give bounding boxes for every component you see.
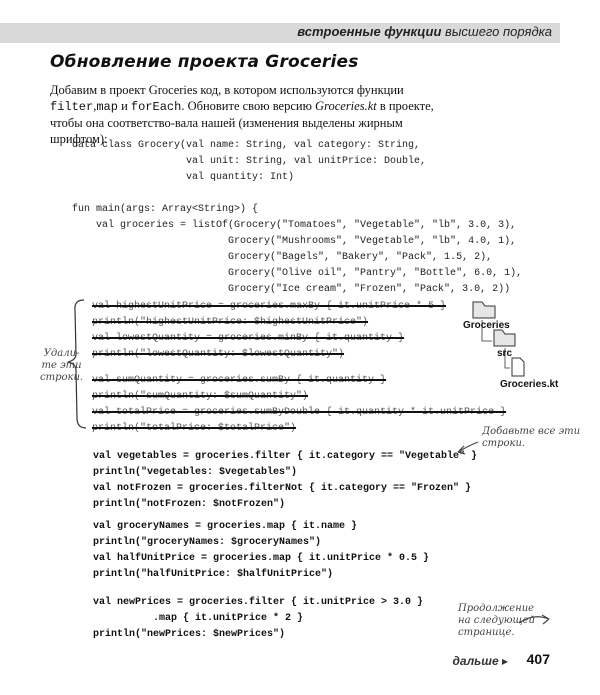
deleted-line: println("sumQuantity: $sumQuantity") <box>92 391 309 402</box>
deleted-line: val highestUnitPrice = groceries.maxBy { it.unitPrice * 5 } <box>92 301 447 312</box>
code-line <box>72 186 522 202</box>
tree-root-label: Groceries <box>463 320 510 331</box>
added-line: println("newPrices: $newPrices") <box>93 629 286 640</box>
code-line: data class Grocery(val name: String, val category: String, <box>72 140 421 151</box>
added-line: val vegetables = groceries.filter { it.category == "Vegetable" } <box>93 451 478 462</box>
code-line: Grocery("Ice cream", "Frozen", "Pack", 3.0, 2)) <box>72 284 511 295</box>
added-line: val newPrices = groceries.filter { it.unitPrice > 3.0 } <box>93 597 424 608</box>
add-note: Добавьте все эти строки. <box>482 426 581 449</box>
continue-arrow <box>515 611 555 631</box>
add-arrow <box>452 436 482 460</box>
added-line: val groceryNames = groceries.map { it.name } <box>93 521 358 532</box>
code-line: Grocery("Mushrooms", "Vegetable", "lb", 4.0, 1), <box>72 236 517 247</box>
intro-paragraph: Добавим в проект Groceries код, в котором используются функции filter,map и forEach. Обновите свою версию Groceries.kt в проекте, чтобы она соответство-вала нашей (изменения выделены жирным шрифтом): <box>50 83 434 146</box>
code-line: Grocery("Olive oil", "Pantry", "Bottle", 6.0, 1), <box>72 268 523 279</box>
added-line: val halfUnitPrice = groceries.map { it.unitPrice * 0.5 } <box>93 553 430 564</box>
deleted-line: val totalPrice = groceries.sumByDouble { it.quantity * it.unitPrice } <box>92 407 507 418</box>
section-title: Обновление проекта Groceries <box>50 52 359 72</box>
added-code-2 <box>93 519 429 583</box>
code-line: val unit: String, val unitPrice: Double, <box>72 156 427 167</box>
added-line: println("notFrozen: $notFrozen") <box>93 499 286 510</box>
tree-src-label: src <box>497 348 513 359</box>
deleted-line: val lowestQuantity = groceries.minBy { it.quantity } <box>92 333 405 344</box>
deleted-line: println("highestUnitPrice: $highestUnitPrice") <box>92 317 369 328</box>
tree-file-label: Groceries.kt <box>500 379 559 390</box>
deleted-code-1 <box>92 299 446 363</box>
deleted-line: println("lowestQuantity: $lowestQuantity") <box>92 349 345 360</box>
file-icon <box>512 358 524 376</box>
code-line: val groceries = listOf(Grocery("Tomatoes", "Vegetable", "lb", 3.0, 3), <box>72 220 517 231</box>
added-code-1 <box>93 449 477 513</box>
added-line: .map { it.unitPrice * 2 } <box>93 613 304 624</box>
folder-icon <box>494 330 515 346</box>
page-number: 407 <box>526 651 550 667</box>
deleted-line: val sumQuantity = groceries.sumBy { it.quantity } <box>92 375 387 386</box>
delete-note: Удали- те эти строки. <box>40 348 84 383</box>
chapter-header: встроенные функции высшего порядка <box>297 24 552 39</box>
code-line: Grocery("Bagels", "Bakery", "Pack", 1.5, 2), <box>72 252 493 263</box>
deleted-line: println("totalPrice: $totalPrice") <box>92 423 297 434</box>
code-line: fun main(args: Array<String>) { <box>72 204 259 215</box>
added-line: println("halfUnitPrice: $halfUnitPrice") <box>93 569 334 580</box>
code-line: val quantity: Int) <box>72 172 295 183</box>
added-line: println("vegetables: $vegetables") <box>93 467 298 478</box>
deleted-code-2 <box>92 373 506 437</box>
added-code-3 <box>93 595 423 643</box>
added-line: println("groceryNames: $groceryNames") <box>93 537 322 548</box>
continue-note: Продолжение на следующей странице. <box>458 603 535 638</box>
folder-icon <box>473 302 495 318</box>
added-line: val notFrozen = groceries.filterNot { it.category == "Frozen" } <box>93 483 472 494</box>
next-page-link[interactable]: дальше ▸ <box>452 654 508 668</box>
code-block-top <box>72 138 522 298</box>
